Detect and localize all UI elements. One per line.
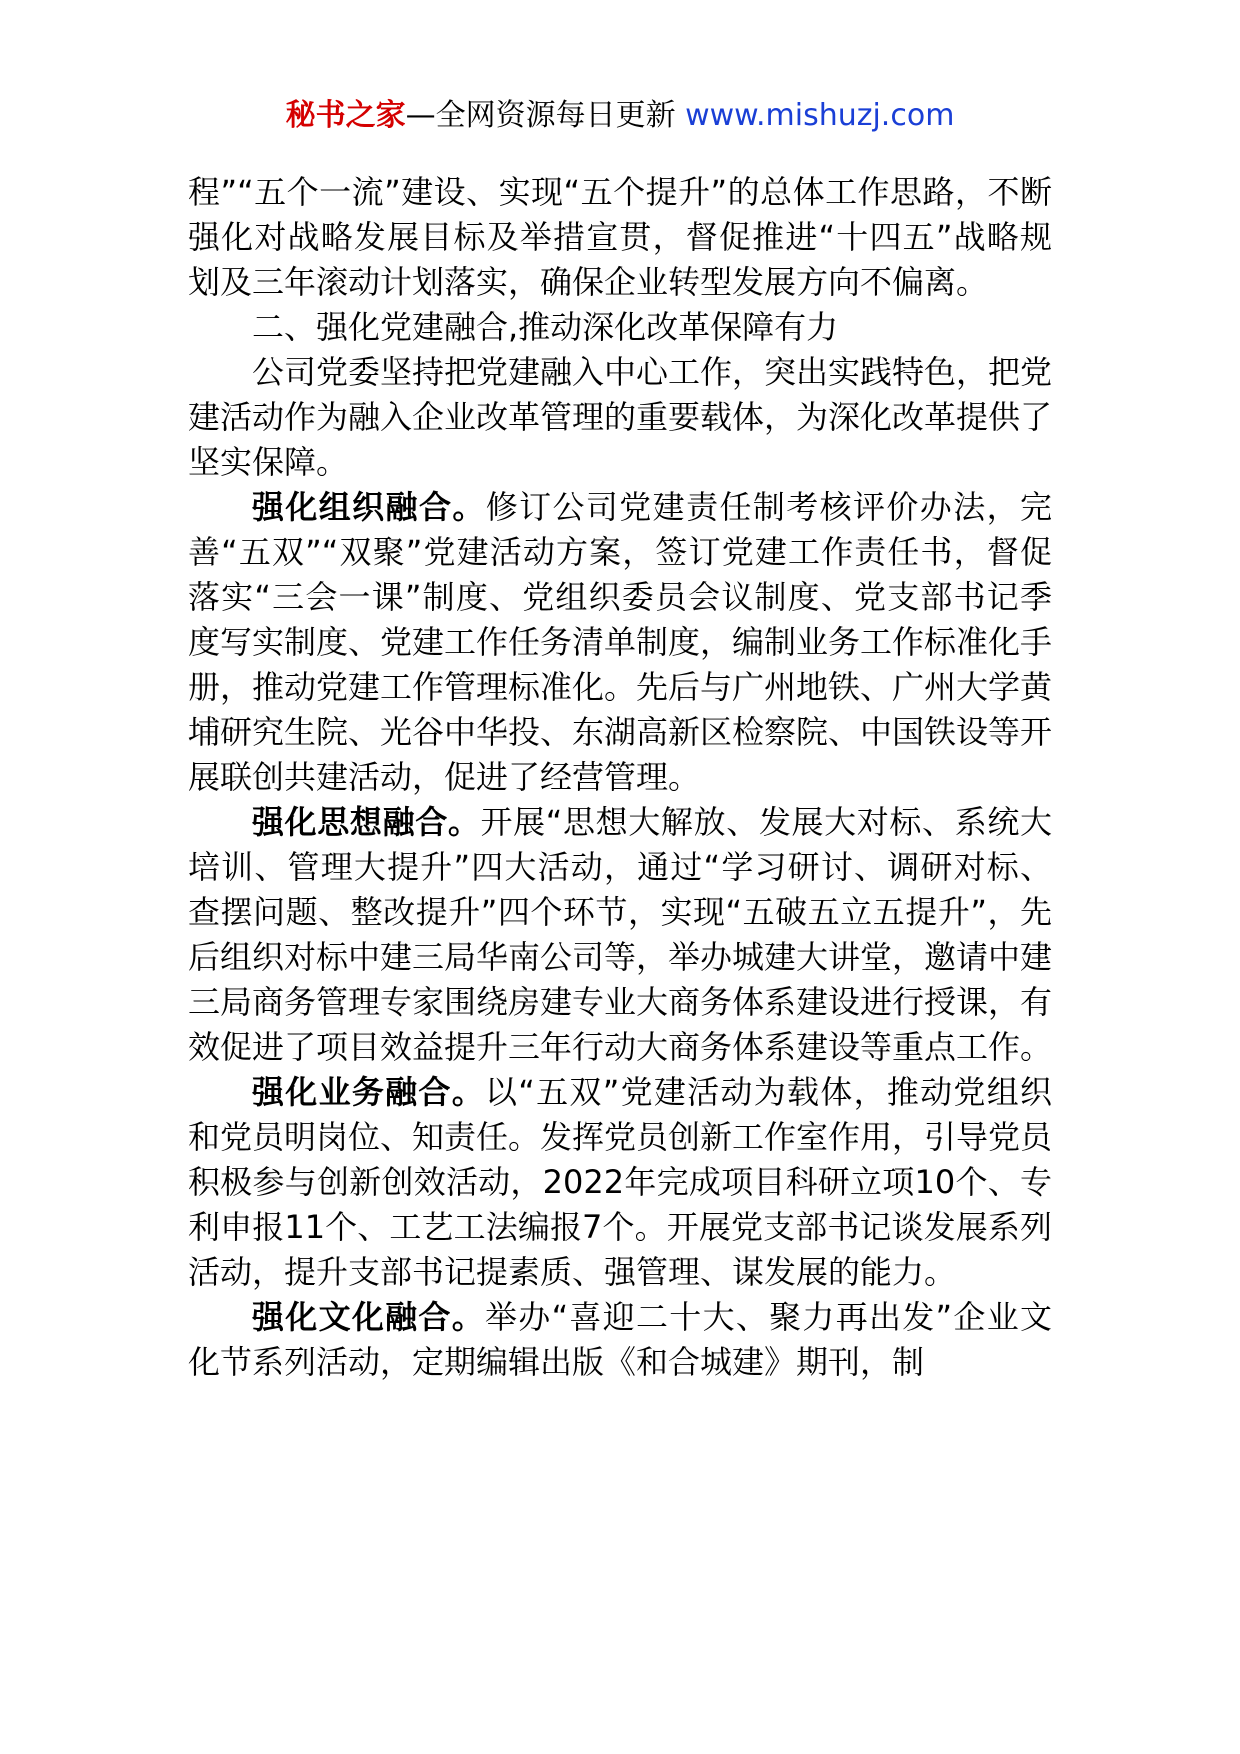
paragraph-text: 开展“思想大解放、发展大对标、系统大培训、管理大提升”四大活动，通过“学习研讨、调研对标、查摆问题、整改提升”四个环节，实现“五破五立五提升”，先后组织对标中建三局华南公司等，举办城建大讲堂，邀请中建三局商务管理专家围绕房建专业大商务体系建设进行授课，有效促进了项目效益提升三年行动大商务体系建设等重点工作。 xyxy=(188,803,1053,1066)
paragraph-text: 程”“五个一流”建设、实现“五个提升”的总体工作思路，不断强化对战略发展目标及举措宣贯，督促推进“十四五”战略规划及三年滚动计划落实，确保企业转型发展方向不偏离。 xyxy=(188,173,1052,301)
section-heading-text: 二、强化党建融合,推动深化改革保障有力 xyxy=(252,308,839,346)
paragraph-business xyxy=(188,1070,1052,1295)
paragraph-culture xyxy=(188,1295,1052,1385)
paragraph-continuation xyxy=(188,170,1052,305)
document-body xyxy=(188,170,1052,1385)
paragraph-lead: 强化思想融合。 xyxy=(252,803,481,841)
paragraph-text: 修订公司党建责任制考核评价办法，完善“五双”“双聚”党建活动方案，签订党建工作责任书，督促落实“三会一课”制度、党组织委员会议制度、党支部书记季度写实制度、党建工作任务清单制度，编制业务工作标准化手册，推动党建工作管理标准化。先后与广州地铁、广州大学黄埔研究生院、光谷中华投、东湖高新区检察院、中国铁设等开展联创共建活动，促进了经营管理。 xyxy=(188,488,1053,796)
paragraph-intro xyxy=(188,350,1052,485)
paragraph-text: 以“五双”党建活动为载体，推动党组织和党员明岗位、知责任。发挥党员创新工作室作用，引导党员积极参与创新创效活动，2022年完成项目科研立项10个、专利申报11个、工艺工法编报7个。开展党支部书记谈发展系列活动，提升支部书记提素质、强管理、谋发展的能力。 xyxy=(188,1073,1053,1291)
section-heading xyxy=(188,305,1052,350)
site-header xyxy=(0,96,1240,136)
paragraph-lead: 强化文化融合。 xyxy=(252,1298,485,1336)
paragraph-lead: 强化业务融合。 xyxy=(252,1073,485,1111)
site-url-link[interactable]: www.mishuzj.com xyxy=(675,98,955,133)
site-slogan: —全网资源每日更新 xyxy=(405,98,676,133)
paragraph-thought xyxy=(188,800,1052,1070)
paragraph-text: 举办“喜迎二十大、聚力再出发”企业文化节系列活动，定期编辑出版《和合城建》期刊，制 xyxy=(188,1298,1052,1381)
site-brand: 秘书之家 xyxy=(285,98,406,133)
paragraph-text: 公司党委坚持把党建融入中心工作，突出实践特色，把党建活动作为融入企业改革管理的重要载体，为深化改革提供了坚实保障。 xyxy=(188,353,1053,481)
paragraph-organization xyxy=(188,485,1052,800)
paragraph-lead: 强化组织融合。 xyxy=(252,488,486,526)
